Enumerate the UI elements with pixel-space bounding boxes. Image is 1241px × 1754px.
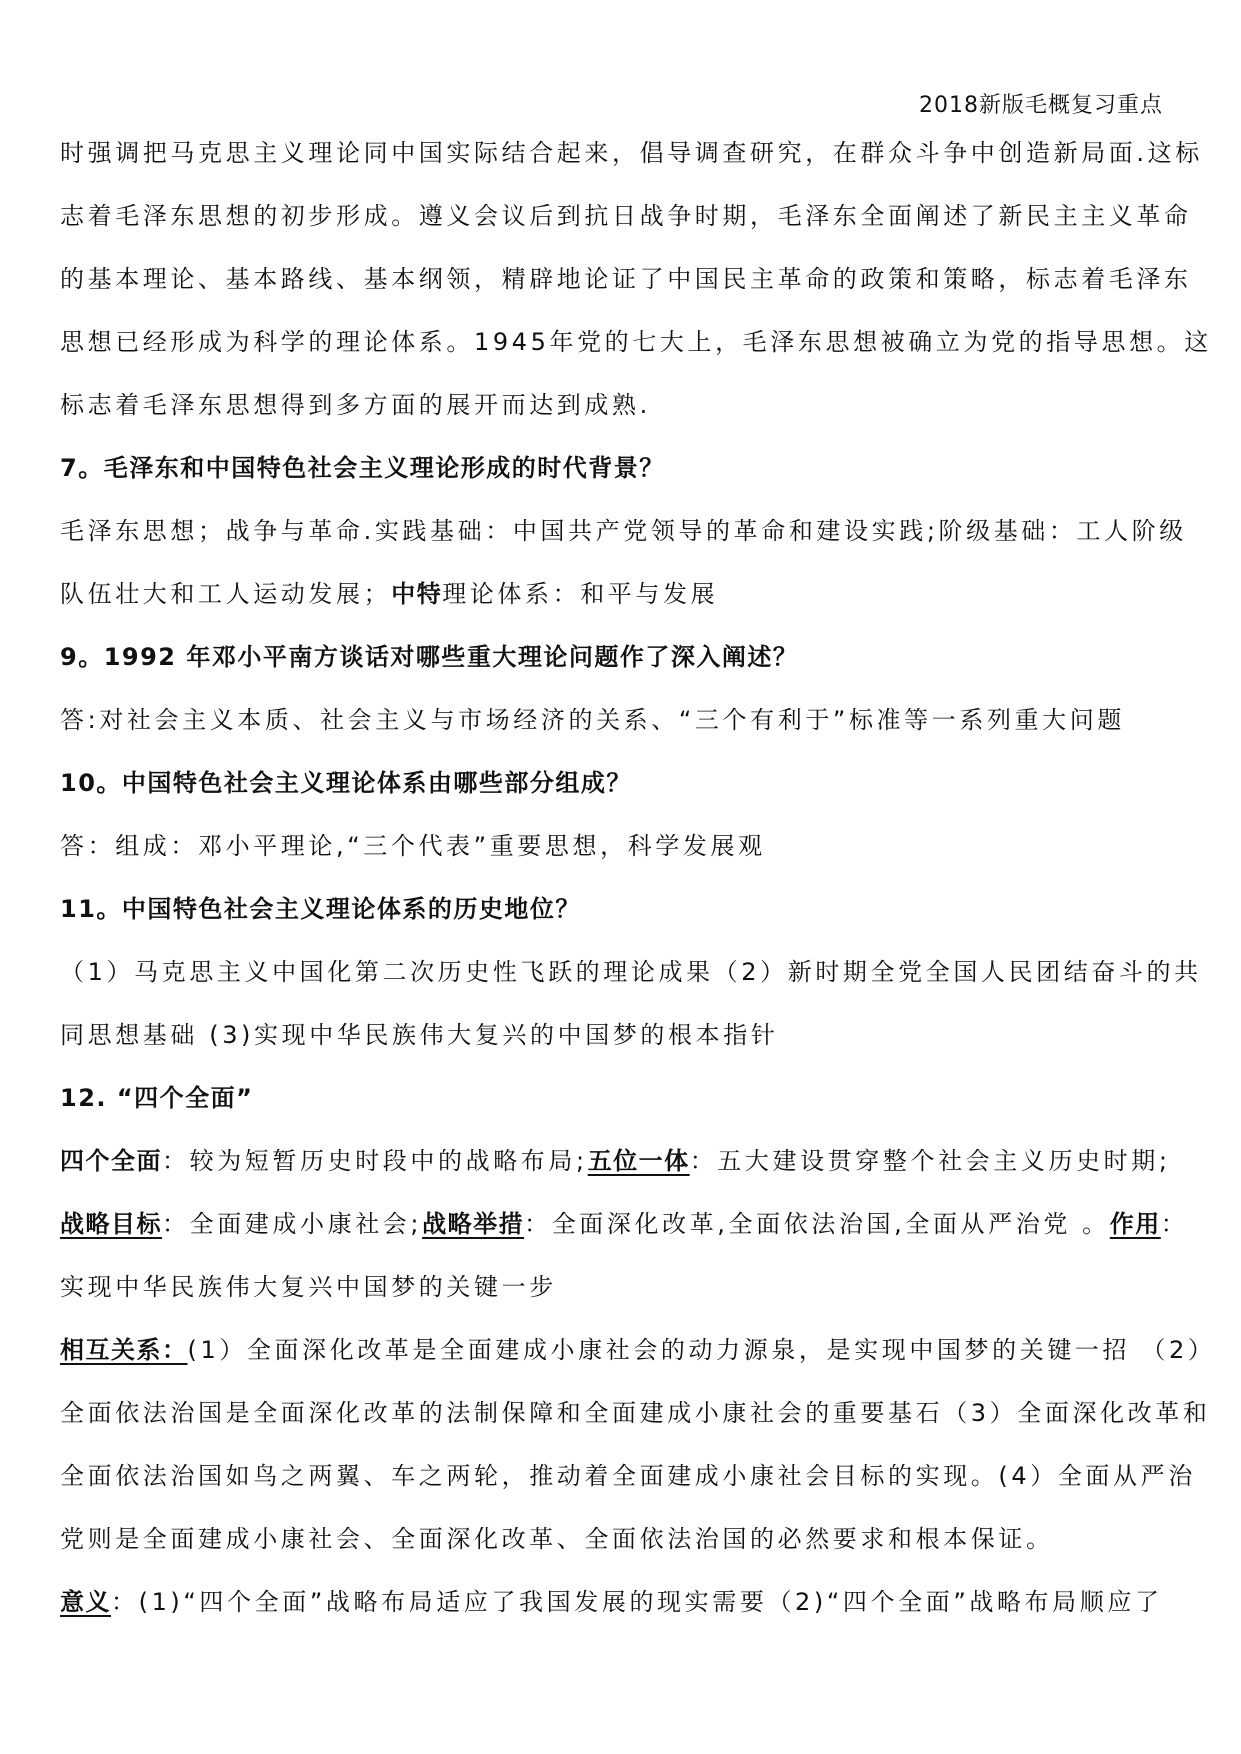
question-7-answer: [60, 563, 1185, 626]
question-11-answer: （1）马克思主义中国化第二次历史性飞跃的理论成果（2）新时期全党全国人民团结奋斗的共: [60, 958, 1202, 986]
meaning-line: [60, 1571, 1185, 1634]
question-10-answer: 答：组成：邓小平理论,“三个代表”重要思想，科学发展观: [60, 832, 766, 860]
question-9-heading: 9。1992 年邓小平南方谈话对哪些重大理论问题作了深入阐述？: [60, 643, 799, 671]
page-header: 2018新版毛概复习重点: [919, 93, 1163, 118]
relation-line: [60, 1319, 1216, 1382]
answer-text: 队伍壮大和工人运动发展；: [60, 580, 392, 608]
term-label: 意义: [60, 1588, 111, 1616]
document-body: [60, 122, 1216, 1634]
question-7-answer: 毛泽东思想；战争与革命.实践基础：中国共产党领导的革命和建设实践;阶级基础：工人阶级: [60, 517, 1187, 545]
paragraph-line: 的基本理论、基本路线、基本纲领，精辟地论证了中国民主革命的政策和策略，标志着毛泽东: [60, 265, 1192, 293]
question-11-heading: 11。中国特色社会主义理论体系的历史地位？: [60, 895, 581, 923]
question-9-answer: 答:对社会主义本质、社会主义与市场经济的关系、“三个有利于”标准等一系列重大问题: [60, 706, 1125, 734]
paragraph-line: 标志着毛泽东思想得到多方面的展开而达到成熟.: [60, 391, 651, 419]
question-7-heading: 7。毛泽东和中国特色社会主义理论形成的时代背景？: [60, 454, 665, 482]
term-text: ：全面深化改革,全面依法治国,全面从严治党 。: [524, 1210, 1110, 1238]
paragraph-line: 志着毛泽东思想的初步形成。遵义会议后到抗日战争时期，毛泽东全面阐述了新民主主义革命: [60, 202, 1192, 230]
term-text: ：: [1160, 1210, 1189, 1238]
strategy-layout-line: [60, 1130, 1185, 1193]
term-label: 相互关系：: [60, 1336, 188, 1364]
role-continuation: 实现中华民族伟大复兴中国梦的关键一步: [60, 1273, 557, 1301]
term-text: ：全面建成小康社会;: [162, 1210, 423, 1238]
bold-term: 中特: [391, 580, 443, 608]
question-12-heading: 12. “四个全面”: [60, 1084, 254, 1112]
term-text: ：(1)“四个全面”战略布局适应了我国发展的现实需要（2)“四个全面”战略布局顺应了: [111, 1588, 1163, 1616]
answer-text: 理论体系：和平与发展: [442, 580, 719, 608]
term-text: ：五大建设贯穿整个社会主义历史时期;: [689, 1147, 1171, 1175]
term-label: 战略举措: [422, 1210, 525, 1238]
relation-line: 全面依法治国是全面深化改革的法制保障和全面建成小康社会的重要基石（3）全面深化改革和: [60, 1399, 1211, 1427]
relation-line: 全面依法治国如鸟之两翼、车之两轮，推动着全面建成小康社会目标的实现。(4）全面从严治: [60, 1462, 1196, 1490]
paragraph-line: 时强调把马克思主义理论同中国实际结合起来，倡导调查研究，在群众斗争中创造新局面.这标: [60, 139, 1203, 167]
term-label: 作用: [1109, 1210, 1161, 1238]
term-label: 四个全面: [60, 1147, 162, 1175]
question-11-answer: 同思想基础 (3)实现中华民族伟大复兴的中国梦的根本指针: [60, 1021, 779, 1049]
paragraph-line: 思想已经形成为科学的理论体系。1945年党的七大上，毛泽东思想被确立为党的指导思想。这: [60, 328, 1212, 356]
term-label: 战略目标: [60, 1210, 162, 1238]
strategy-goal-line: [60, 1193, 1189, 1256]
term-text: ：较为短暂历史时段中的战略布局;: [162, 1147, 588, 1175]
question-10-heading: 10。中国特色社会主义理论体系由哪些部分组成？: [60, 769, 632, 797]
relation-line: 党则是全面建成小康社会、全面深化改革、全面依法治国的必然要求和根本保证。: [60, 1525, 1054, 1553]
term-text: (1）全面深化改革是全面建成小康社会的动力源泉，是实现中国梦的关键一招 （2）: [187, 1336, 1216, 1364]
term-label: 五位一体: [587, 1147, 690, 1175]
